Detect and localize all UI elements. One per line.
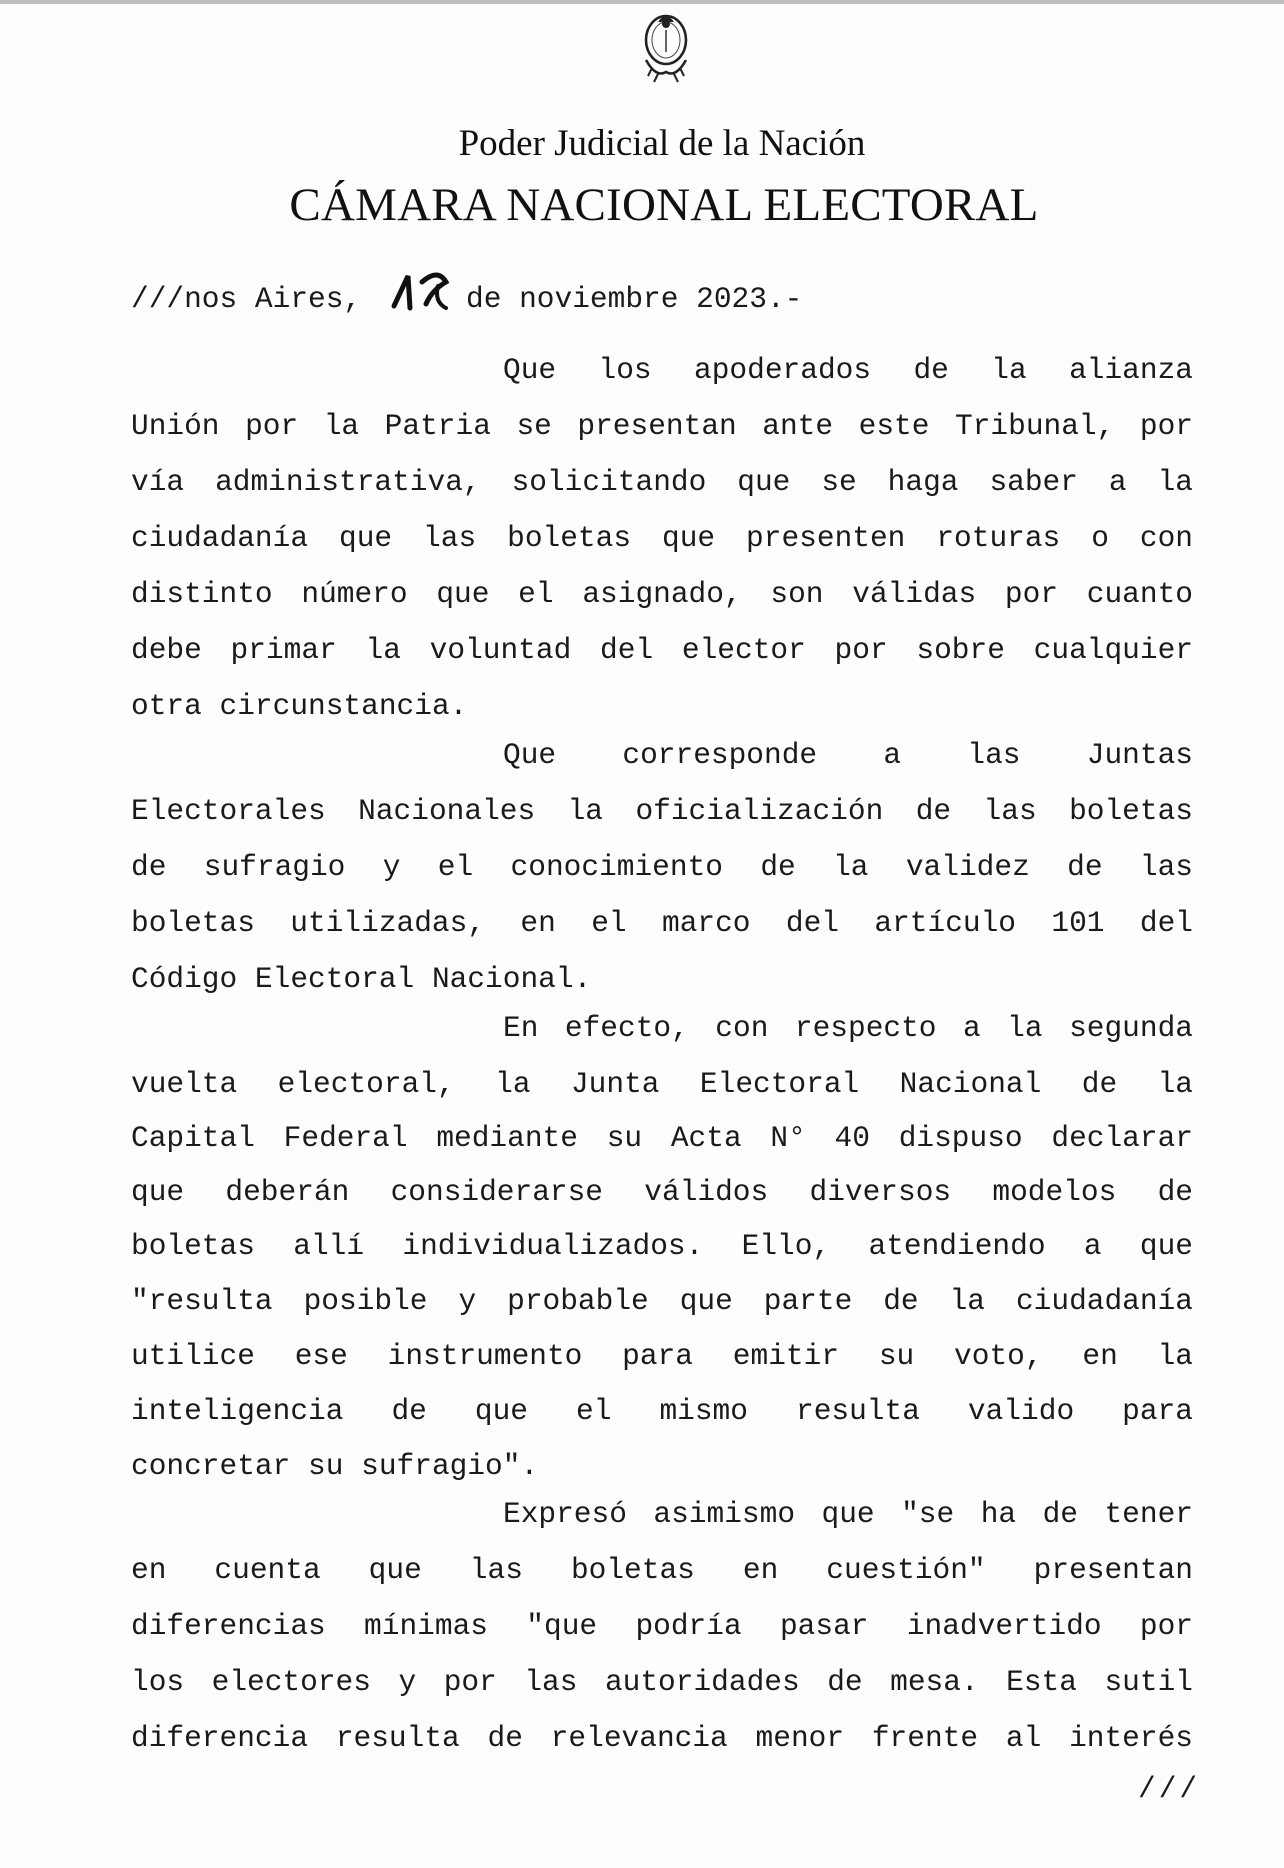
paragraph-line: distinto número que el asignado, son válidas por cuanto xyxy=(131,577,1193,611)
paragraph-line: concretar su sufragio". xyxy=(131,1449,539,1483)
paragraph-line: Electorales Nacionales la oficialización de las boletas xyxy=(131,794,1193,828)
paragraph-line: diferencias mínimas "que podría pasar inadvertido por xyxy=(131,1609,1193,1643)
date-suffix: de noviembre 2023.- xyxy=(466,282,803,316)
paragraph-line: en cuenta que las boletas en cuestión" presentan xyxy=(131,1553,1193,1587)
paragraph-line: ciudadanía que las boletas que presenten roturas o con xyxy=(131,521,1193,555)
paragraph-line: Que corresponde a las Juntas xyxy=(503,738,1193,772)
date-prefix: ///nos Aires, xyxy=(131,282,362,316)
chamber-name: CÁMARA NACIONAL ELECTORAL xyxy=(289,179,1039,231)
paragraph-line: otra circunstancia. xyxy=(131,689,468,723)
paragraph-line: vuelta electoral, la Junta Electoral Nacional de la xyxy=(131,1067,1193,1101)
paragraph-line: En efecto, con respecto a la segunda xyxy=(503,1011,1193,1045)
paragraph-line: vía administrativa, solicitando que se haga saber a la xyxy=(131,465,1193,499)
paragraph-line: que deberán considerarse válidos diversos modelos de xyxy=(131,1175,1193,1209)
paragraph-line: boletas allí individualizados. Ello, atendiendo a que xyxy=(131,1229,1193,1263)
paragraph-line: utilice ese instrumento para emitir su voto, en la xyxy=(131,1339,1193,1373)
handwritten-day-signature xyxy=(386,262,466,322)
paragraph-line: de sufragio y el conocimiento de la validez de las xyxy=(131,850,1193,884)
paragraph-line: los electores y por las autoridades de mesa. Esta sutil xyxy=(131,1665,1193,1699)
paragraph-line: Código Electoral Nacional. xyxy=(131,962,592,996)
paragraph-line: debe primar la voluntad del elector por sobre cualquier xyxy=(131,633,1193,667)
paragraph-line: diferencia resulta de relevancia menor frente al interés xyxy=(131,1721,1193,1755)
continuation-mark: /// xyxy=(1138,1772,1201,1806)
paragraph-line: Unión por la Patria se presentan ante este Tribunal, por xyxy=(131,409,1193,443)
paragraph-line: boletas utilizadas, en el marco del artículo 101 del xyxy=(131,906,1193,940)
paragraph-line: "resulta posible y probable que parte de la ciudadanía xyxy=(131,1284,1193,1318)
paragraph-line: Que los apoderados de la alianza xyxy=(503,353,1193,387)
paragraph-line: Expresó asimismo que "se ha de tener xyxy=(503,1497,1193,1531)
paragraph-line: inteligencia de que el mismo resulta valido para xyxy=(131,1394,1193,1428)
court-name: Poder Judicial de la Nación xyxy=(458,123,866,164)
paragraph-line: Capital Federal mediante su Acta N° 40 dispuso declarar xyxy=(131,1121,1193,1155)
coat-of-arms-icon xyxy=(628,0,704,92)
